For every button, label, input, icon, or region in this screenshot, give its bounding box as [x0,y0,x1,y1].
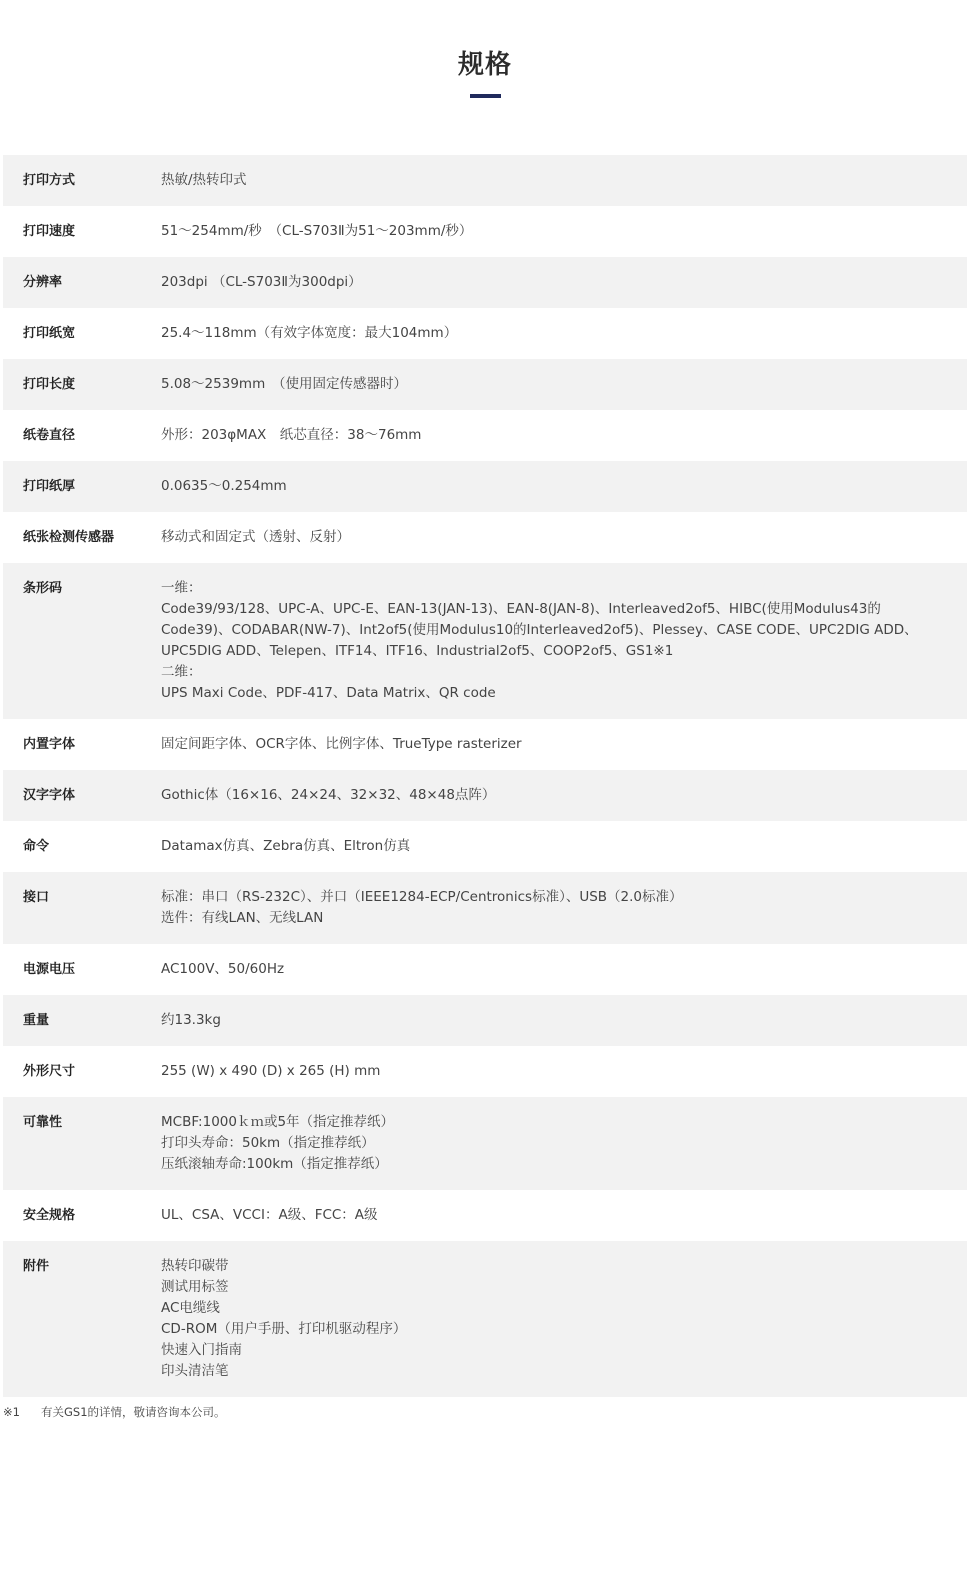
spec-value-line: 25.4～118mm（有效字体宽度：最大104mm） [161,325,458,341]
spec-row [3,410,967,461]
spec-value-line: 快速入门指南 [161,1342,242,1358]
spec-row [3,1097,967,1190]
spec-row [3,155,967,206]
spec-value [161,1061,967,1082]
spec-value-line: AC电缆线 [161,1300,220,1316]
spec-label: 纸张检测传感器 [23,530,115,545]
spec-row [3,359,967,410]
spec-value [161,734,967,755]
spec-row [3,512,967,563]
spec-value-line: 二维： [161,664,202,680]
spec-value [161,170,967,191]
spec-value [161,527,967,548]
spec-label: 打印纸厚 [23,479,76,494]
spec-table [3,155,967,1397]
spec-value-line: UPS Maxi Code、PDF-417、Data Matrix、QR code [161,685,496,701]
spec-label: 命令 [23,839,50,854]
spec-value [161,272,967,293]
spec-value [161,374,967,395]
spec-row [3,206,967,257]
spec-value [161,221,967,242]
spec-value-line: 外形：203φMAX 纸芯直径：38～76mm [161,427,422,443]
spec-label: 纸卷直径 [23,428,76,443]
spec-value-line: CD-ROM（用户手册、打印机驱动程序） [161,1321,407,1337]
spec-row [3,821,967,872]
title-underline [470,94,501,98]
spec-value [161,887,967,929]
footnote-mark: ※1 [3,1405,20,1419]
spec-value-line: 热转印碳带 [161,1258,229,1274]
spec-row [3,257,967,308]
spec-label: 安全规格 [23,1208,76,1223]
spec-value [161,836,967,857]
spec-value-line: 一维： [161,580,202,596]
spec-label: 可靠性 [23,1115,63,1130]
spec-label: 打印速度 [23,224,76,239]
spec-value-line: UL、CSA、VCCI：A级、FCC：A级 [161,1207,378,1223]
spec-value-line: 打印头寿命：50km（指定推荐纸） [161,1135,375,1151]
spec-row [3,1190,967,1241]
spec-row [3,872,967,944]
spec-label: 内置字体 [23,737,76,752]
spec-row [3,944,967,995]
spec-label: 汉字字体 [23,788,76,803]
spec-label: 条形码 [23,581,63,596]
spec-value-line: 203dpi （CL-S703Ⅱ为300dpi） [161,274,362,290]
spec-value-line: 选件：有线LAN、无线LAN [161,910,324,926]
spec-value [161,1010,967,1031]
spec-row [3,995,967,1046]
spec-row [3,719,967,770]
spec-value [161,959,967,980]
spec-label: 重量 [23,1013,50,1028]
spec-value-line: 移动式和固定式（透射、反射） [161,529,350,545]
spec-value-line: 0.0635～0.254mm [161,478,287,494]
spec-value-line: 固定间距字体、OCR字体、比例字体、TrueType rasterizer [161,736,522,752]
spec-label: 打印纸宽 [23,326,76,341]
spec-value-line: 标准：串口（RS-232C）、并口（IEEE1284-ECP/Centronics标准）、USB（2.0标准） [161,889,683,905]
spec-value-line: Code39/93/128、UPC-A、UPC-E、EAN-13(JAN-13)、EAN-8(JAN-8)、Interleaved2of5、HIBC(使用Modulus43的 [161,601,881,617]
spec-label: 分辨率 [23,275,63,290]
spec-value-line: Datamax仿真、Zebra仿真、Eltron仿真 [161,838,411,854]
spec-value [161,785,967,806]
spec-label: 电源电压 [23,962,76,977]
spec-value-line: 压纸滚轴寿命:100km（指定推荐纸） [161,1156,388,1172]
spec-value [161,1205,967,1226]
spec-value [161,1256,967,1382]
spec-row [3,770,967,821]
spec-value [161,578,967,704]
spec-value [161,425,967,446]
spec-value-line: 5.08～2539mm （使用固定传感器时） [161,376,407,392]
spec-value-line: AC100V、50/60Hz [161,961,285,977]
spec-label: 外形尺寸 [23,1064,76,1079]
spec-value-line: 51～254mm/秒 （CL-S703Ⅱ为51～203mm/秒） [161,223,473,239]
footnote [3,1404,226,1420]
spec-label: 接口 [23,890,50,905]
spec-row [3,1046,967,1097]
spec-value-line: 热敏/热转印式 [161,172,247,188]
spec-value-line: 印头清洁笔 [161,1363,229,1379]
spec-value [161,323,967,344]
spec-value [161,476,967,497]
spec-value-line: Code39)、CODABAR(NW-7)、Int2of5(使用Modulus10的Interleaved2of5)、Plessey、CASE CODE、UPC2DIG ADD、 [161,622,918,638]
spec-label: 打印方式 [23,173,76,188]
spec-value-line: MCBF:1000ｋｍ或5年（指定推荐纸） [161,1114,395,1130]
page-title: 规格 [457,50,512,80]
spec-row [3,461,967,512]
spec-row [3,563,967,719]
spec-value-line: UPC5DIG ADD、Telepen、ITF14、ITF16、Industrial2of5、COOP2of5、GS1※1 [161,643,674,659]
spec-value-line: Gothic体（16×16、24×24、32×32、48×48点阵） [161,787,496,803]
spec-value-line: 测试用标签 [161,1279,229,1295]
spec-value-line: 约13.3kg [161,1012,221,1028]
spec-value-line: 255 (W) x 490 (D) x 265 (H) mm [161,1063,381,1079]
spec-row [3,1241,967,1397]
spec-row [3,308,967,359]
spec-label: 附件 [23,1259,50,1274]
spec-label: 打印长度 [23,377,76,392]
footnote-text: 有关GS1的详情，敬请咨询本公司。 [41,1405,226,1419]
spec-value [161,1112,967,1175]
